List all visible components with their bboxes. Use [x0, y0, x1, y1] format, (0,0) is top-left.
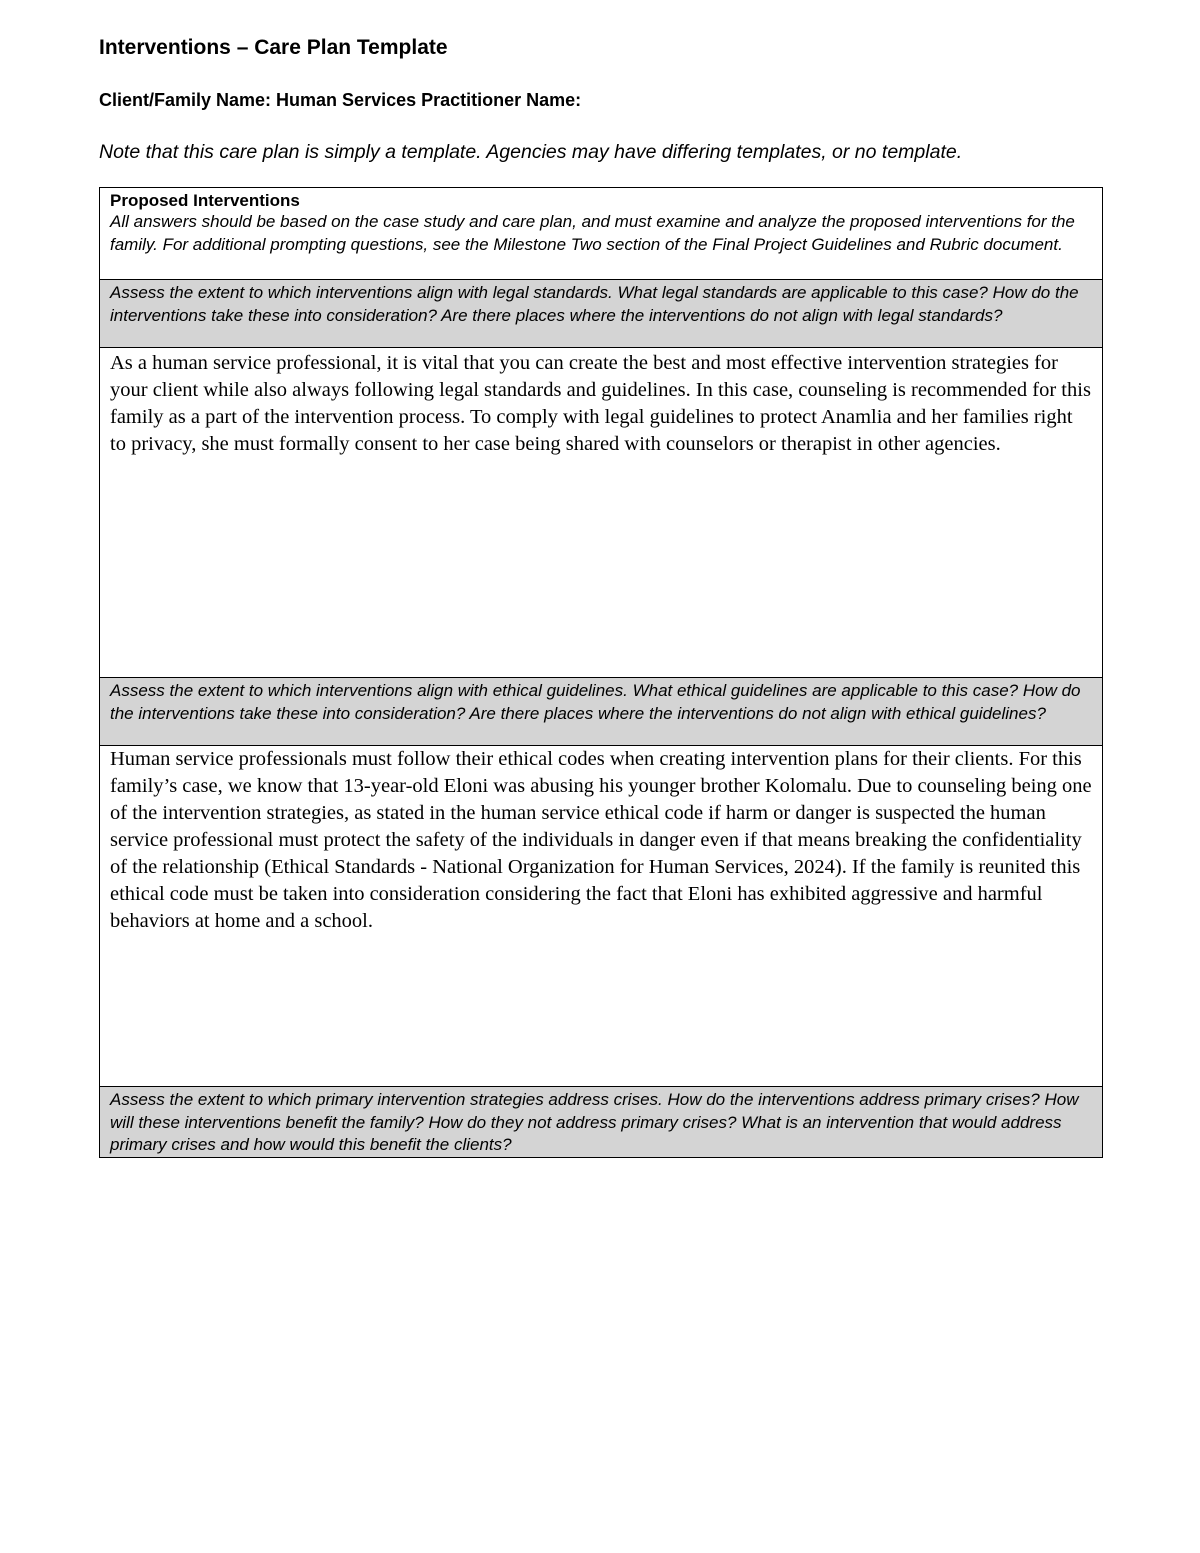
legal-standards-prompt-cell [100, 280, 1103, 348]
header-instructions: All answers should be based on the case study and care plan, and must examine and analyze the proposed interventions for the family. For additional prompting questions, see the Milestone Two section of the Final Project Guidelines and Rubric document. [110, 212, 1075, 254]
ethical-guidelines-answer-row [100, 746, 1103, 1087]
ethical-guidelines-prompt-cell [100, 678, 1103, 746]
legal-standards-answer-cell[interactable] [100, 348, 1103, 678]
table-header-row [100, 188, 1103, 280]
ethical-guidelines-prompt: Assess the extent to which interventions align with ethical guidelines. What ethical guidelines are applicable to this case? How do the interventions take these into consideration? Are there places where the interventions do not align with ethical guidelines? [110, 681, 1081, 723]
template-note: Note that this care plan is simply a template. Agencies may have differing templates, or no template. [99, 141, 963, 163]
table-header-cell [100, 188, 1103, 280]
care-plan-table [99, 187, 1103, 1158]
legal-standards-answer-row [100, 348, 1103, 678]
proposed-interventions-heading: Proposed Interventions [110, 191, 300, 210]
ethical-guidelines-answer-cell[interactable] [100, 746, 1103, 1087]
document-title: Interventions – Care Plan Template [99, 36, 448, 59]
primary-crises-prompt-row [100, 1087, 1103, 1158]
legal-standards-prompt-row [100, 280, 1103, 348]
legal-standards-prompt: Assess the extent to which interventions align with legal standards. What legal standards are applicable to this case? How do the interventions take these into consideration? Are there places where the interventions do not align with legal standards? [110, 283, 1079, 325]
ethical-guidelines-answer[interactable]: Human service professionals must follow their ethical codes when creating intervention plans for their clients. For this family’s case, we know that 13-year-old Eloni was abusing his younger brother Kolomalu. Due to counseling being one of the intervention strategies, as stated in the human service ethical code if harm or danger is suspected the human service professional must protect the safety of the individuals in danger even if that means breaking the confidentiality of the relationship (Ethical Standards - National Organization for Human Services, 2024). If the family is reunited this ethical code must be taken into consideration considering the fact that Eloni has exhibited aggressive and harmful behaviors at home and a school. [110, 748, 1092, 932]
primary-crises-prompt-cell [100, 1087, 1103, 1158]
ethical-guidelines-prompt-row [100, 678, 1103, 746]
client-practitioner-names: Client/Family Name: Human Services Practitioner Name: [99, 90, 582, 110]
legal-standards-answer[interactable]: As a human service professional, it is vital that you can create the best and most effective intervention strategies for your client while also always following legal standards and guidelines. In this case, counseling is recommended for this family as a part of the intervention process. To comply with legal guidelines to protect Anamlia and her families right to privacy, she must formally consent to her case being shared with counselors or therapist in other agencies. [110, 352, 1091, 455]
primary-crises-prompt: Assess the extent to which primary intervention strategies address crises. How do the interventions address primary crises? How will these interventions benefit the family? How do they not address primary crises? What is an intervention that would address primary crises and how would this benefit the clients? [110, 1090, 1079, 1154]
